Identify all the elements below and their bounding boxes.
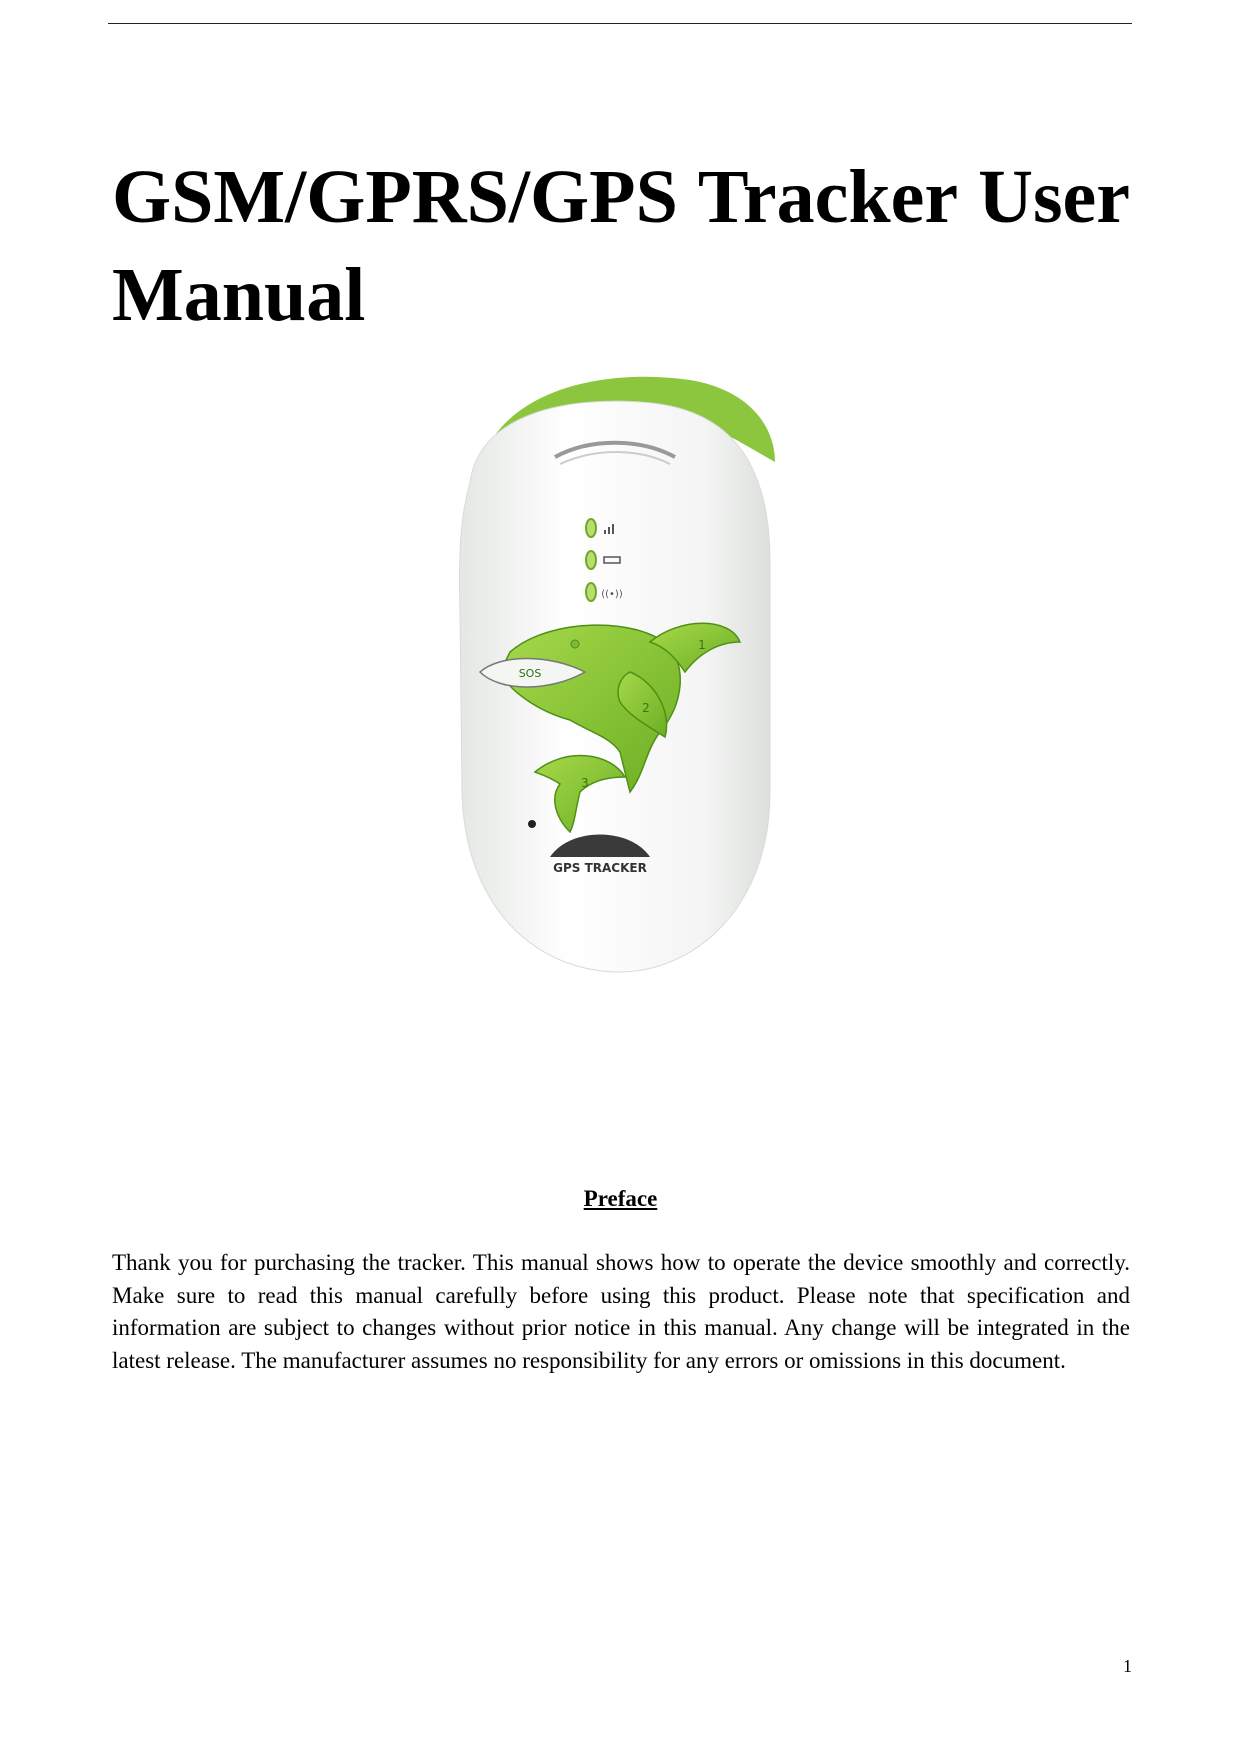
button-1-label: 1 bbox=[698, 638, 706, 652]
logo-text: GPS TRACKER bbox=[553, 861, 647, 875]
microphone-hole bbox=[528, 820, 536, 828]
tracker-device-illustration bbox=[440, 372, 800, 982]
page-title: GSM/GPRS/GPS Tracker User Manual bbox=[112, 155, 1130, 337]
page-number: 1 bbox=[1123, 1656, 1132, 1676]
button-3-label: 3 bbox=[581, 776, 589, 790]
gps-icon: ((•)) bbox=[601, 589, 623, 600]
header-rule bbox=[108, 23, 1132, 24]
button-2-label: 2 bbox=[642, 701, 650, 715]
sos-label: SOS bbox=[518, 667, 542, 680]
preface-heading: Preface bbox=[583, 1186, 658, 1211]
preface-paragraph: Thank you for purchasing the tracker. This manual shows how to operate the device smoothly and correctly. Make sure to read this manual carefully before using this product. Please note that specification and information are subject to changes without prior notice in this manual. Any change will be integrated in the latest release. The manufacturer assumes no responsibility for any errors or omissions in this document. bbox=[112, 1250, 1130, 1373]
